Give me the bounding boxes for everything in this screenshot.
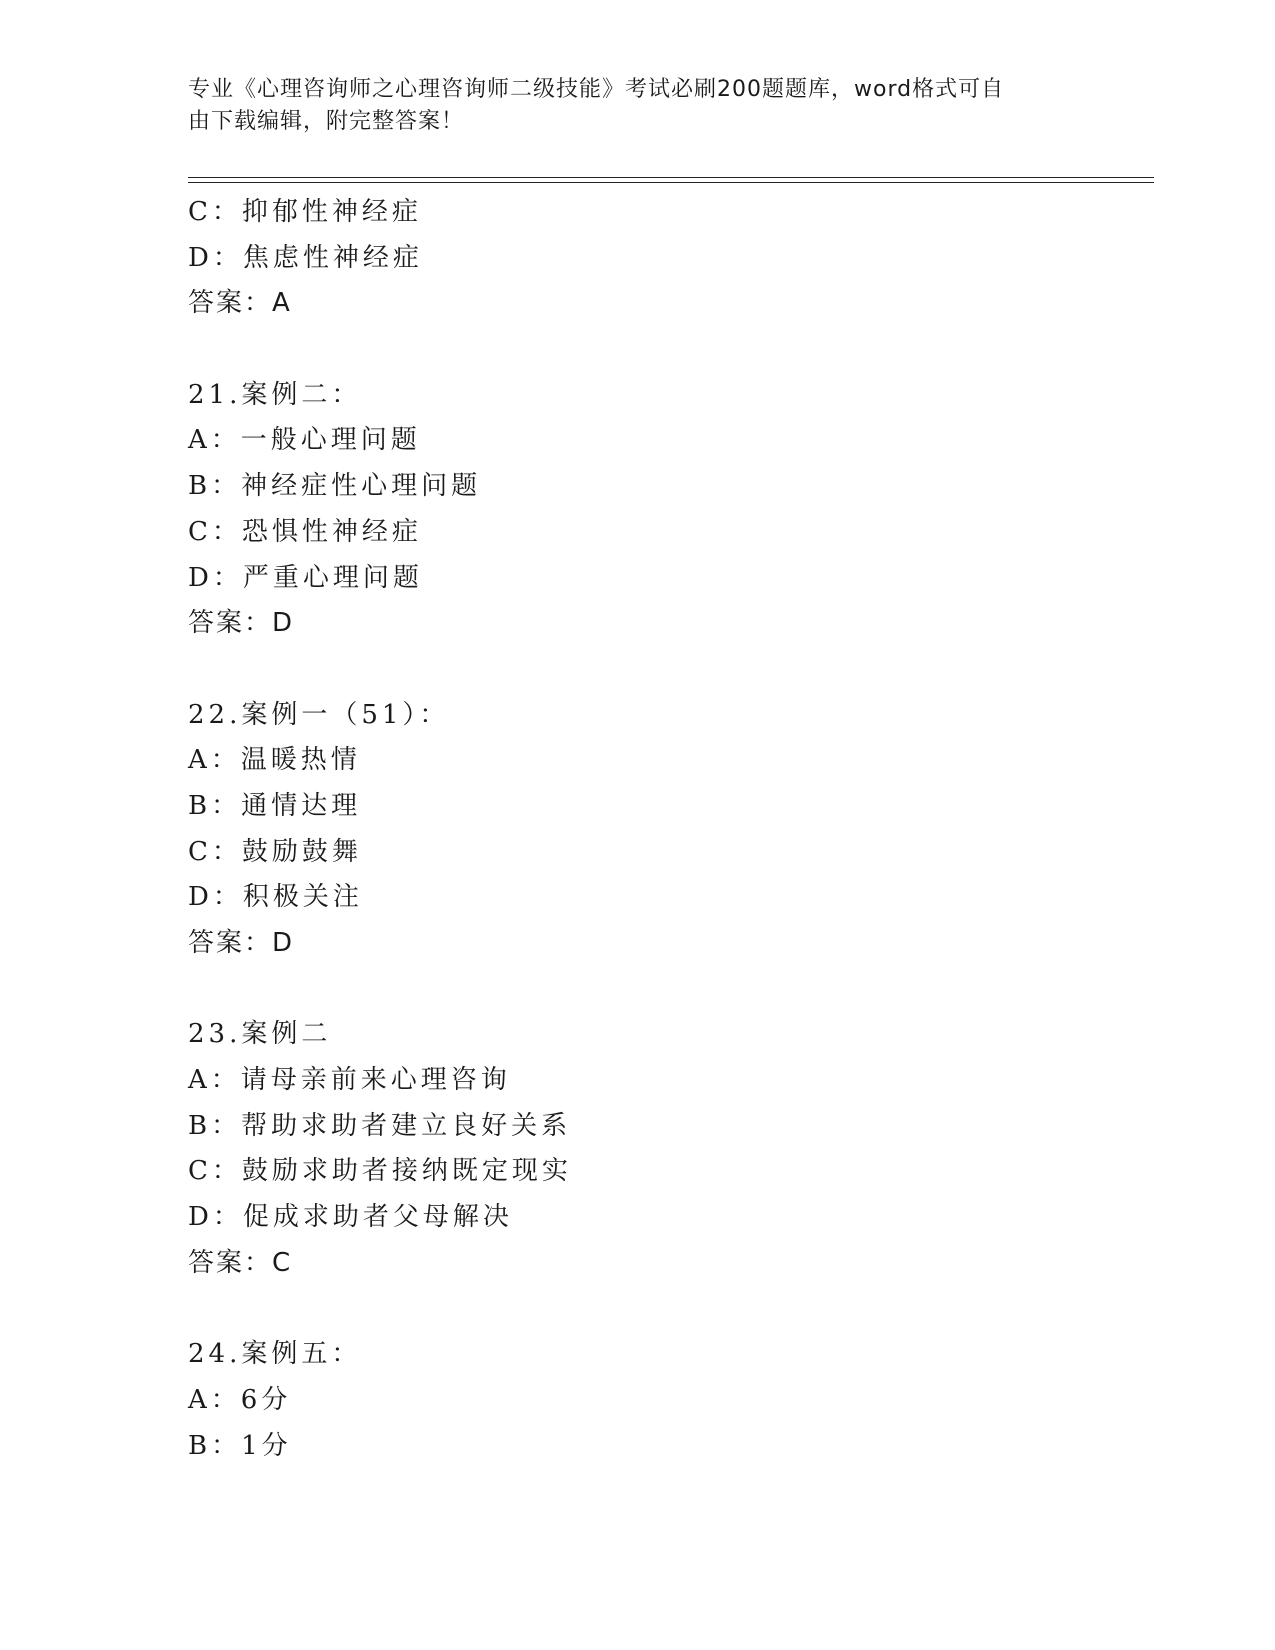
answer-line: 答案：D [188, 608, 295, 639]
header-line-1: 专业《心理咨询师之心理咨询师二级技能》考试必刷200题题库，word格式可自 [188, 77, 1005, 102]
option-b: B：1分 [188, 1430, 292, 1461]
question-title: 21.案例二： [188, 379, 362, 410]
question-21 [188, 373, 1148, 647]
option-a: A：6分 [188, 1384, 292, 1415]
answer-line: 答案：C [188, 1247, 293, 1278]
question-title: 24.案例五： [188, 1339, 362, 1370]
spacer [188, 647, 1148, 693]
spacer [188, 967, 1148, 1013]
option-d: D：焦虑性神经症 [188, 242, 423, 273]
option-c: C：鼓励鼓舞 [188, 836, 362, 867]
header-divider-top [188, 177, 1154, 178]
spacer [188, 327, 1148, 373]
answer-line: 答案：A [188, 288, 292, 319]
option-c: C：恐惧性神经症 [188, 516, 422, 547]
document-header [188, 74, 1088, 138]
option-d: D：促成求助者父母解决 [188, 1202, 513, 1233]
header-divider-bottom [188, 182, 1154, 183]
question-title: 23.案例二 [188, 1019, 332, 1050]
header-line-2: 由下载编辑，附完整答案！ [188, 109, 465, 134]
question-20-continued [188, 190, 1148, 327]
option-a: A：一般心理问题 [188, 425, 421, 456]
question-list [188, 190, 1148, 1469]
spacer [188, 1287, 1148, 1333]
option-b: B：帮助求助者建立良好关系 [188, 1110, 572, 1141]
option-b: B：神经症性心理问题 [188, 471, 482, 502]
option-c: C：抑郁性神经症 [188, 197, 422, 227]
question-23 [188, 1012, 1148, 1286]
question-24 [188, 1332, 1148, 1469]
option-a: A：请母亲前来心理咨询 [188, 1065, 511, 1096]
option-d: D：积极关注 [188, 882, 363, 913]
option-b: B：通情达理 [188, 790, 362, 821]
option-a: A：温暖热情 [188, 745, 361, 776]
question-22 [188, 693, 1148, 967]
answer-line: 答案：D [188, 928, 295, 958]
option-d: D：严重心理问题 [188, 562, 423, 593]
option-c: C：鼓励求助者接纳既定现实 [188, 1156, 572, 1187]
question-title: 22.案例一（51）： [188, 699, 450, 730]
